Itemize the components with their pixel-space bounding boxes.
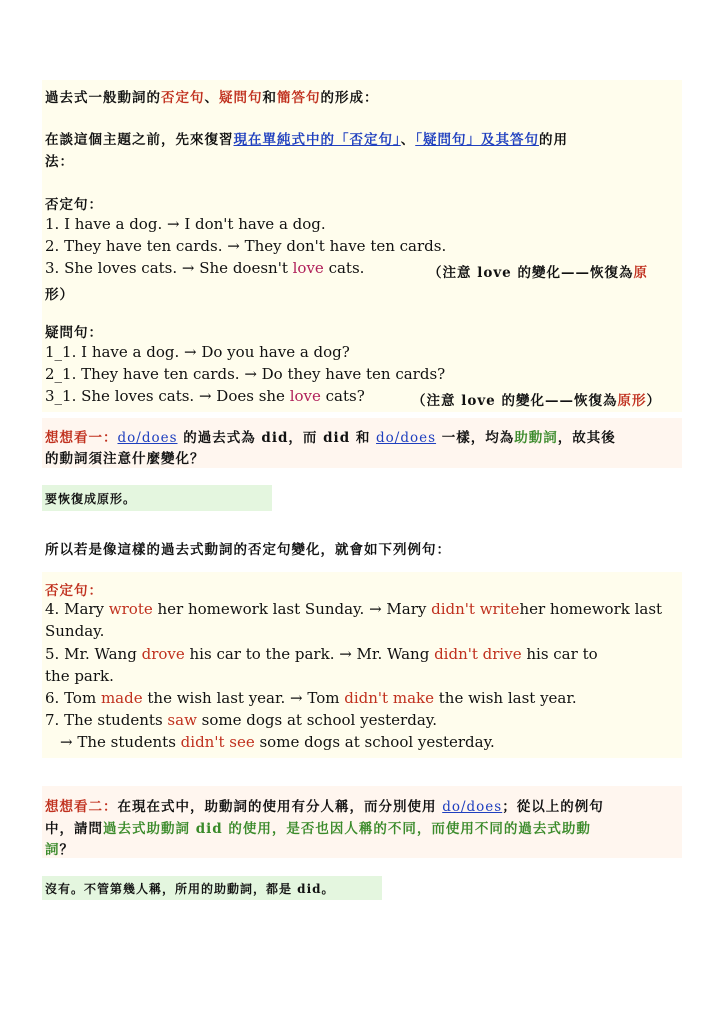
think1-question: 想想看一：do/does 的過去式為 did，而 did 和 do/does 一樣，均為助動詞，故其後	[45, 430, 616, 446]
think2-question-line-2: 中，請問過去式助動詞 did 的使用，是否也因人稱的不同，而使用不同的過去式助動	[45, 821, 591, 837]
question-note: （注意 love 的變化——恢復為原形）	[412, 393, 661, 409]
do-does-link-3[interactable]: do/does	[442, 799, 503, 815]
question-example-3: 3_1. She loves cats. → Does she love cats?	[45, 387, 365, 405]
do-does-link[interactable]: do/does	[117, 430, 178, 446]
think1-answer: 要恢復成原形。	[45, 492, 137, 506]
think2-answer: 沒有。不管第幾人稱，所用的助動詞，都是 did。	[45, 882, 335, 896]
example-7: 7. The students saw some dogs at school yesterday.	[45, 711, 438, 729]
negative-note-line-2: 形）	[45, 287, 74, 303]
example-4-line-2: Sunday.	[45, 622, 105, 640]
example-5: 5. Mr. Wang drove his car to the park. → Mr. Wang didn't drive his car to	[45, 645, 598, 663]
negative-example-2: 2. They have ten cards. → They don't have ten cards.	[45, 237, 447, 255]
example-7-line-2: → The students didn't see some dogs at school yesterday.	[60, 733, 495, 751]
think2-question: 想想看二：在現在式中，助動詞的使用有分人稱，而分別使用 do/does；從以上的例句	[45, 799, 604, 815]
section2-intro: 所以若是像這樣的過去式動詞的否定句變化，就會如下列例句：	[45, 542, 451, 558]
question-example-2: 2_1. They have ten cards. → Do they have ten cards?	[45, 365, 446, 383]
do-does-link-2[interactable]: do/does	[376, 430, 437, 446]
negative-example-1: 1. I have a dog. → I don't have a dog.	[45, 215, 326, 233]
review-link-question[interactable]: 「疑問句」及其答句	[415, 132, 539, 148]
review-line-2: 法：	[45, 154, 74, 170]
negative-example-3: 3. She loves cats. → She doesn't love cats.	[45, 259, 365, 277]
question-heading: 疑問句：	[45, 325, 103, 341]
example-6: 6. Tom made the wish last year. → Tom didn't make the wish last year.	[45, 689, 577, 707]
negative-heading: 否定句：	[45, 197, 103, 213]
review-line: 在談這個主題之前，先來復習現在單純式中的「否定句」、「疑問句」及其答句的用	[45, 132, 568, 148]
example-5-line-2: the park.	[45, 667, 114, 685]
review-link-negative[interactable]: 現在單純式中的「否定句」	[233, 132, 401, 148]
section2-heading: 否定句：	[45, 583, 103, 599]
negative-note: （注意 love 的變化——恢復為原	[428, 265, 648, 281]
question-example-1: 1_1. I have a dog. → Do you have a dog?	[45, 343, 350, 361]
topic-title: 過去式一般動詞的否定句、疑問句和簡答句的形成：	[45, 90, 379, 106]
think1-question-line-2: 的動詞須注意什麼變化？	[45, 451, 205, 467]
think2-question-line-3: 詞？	[45, 842, 74, 858]
example-4: 4. Mary wrote her homework last Sunday. → Mary didn't writeher homework last	[45, 600, 663, 618]
